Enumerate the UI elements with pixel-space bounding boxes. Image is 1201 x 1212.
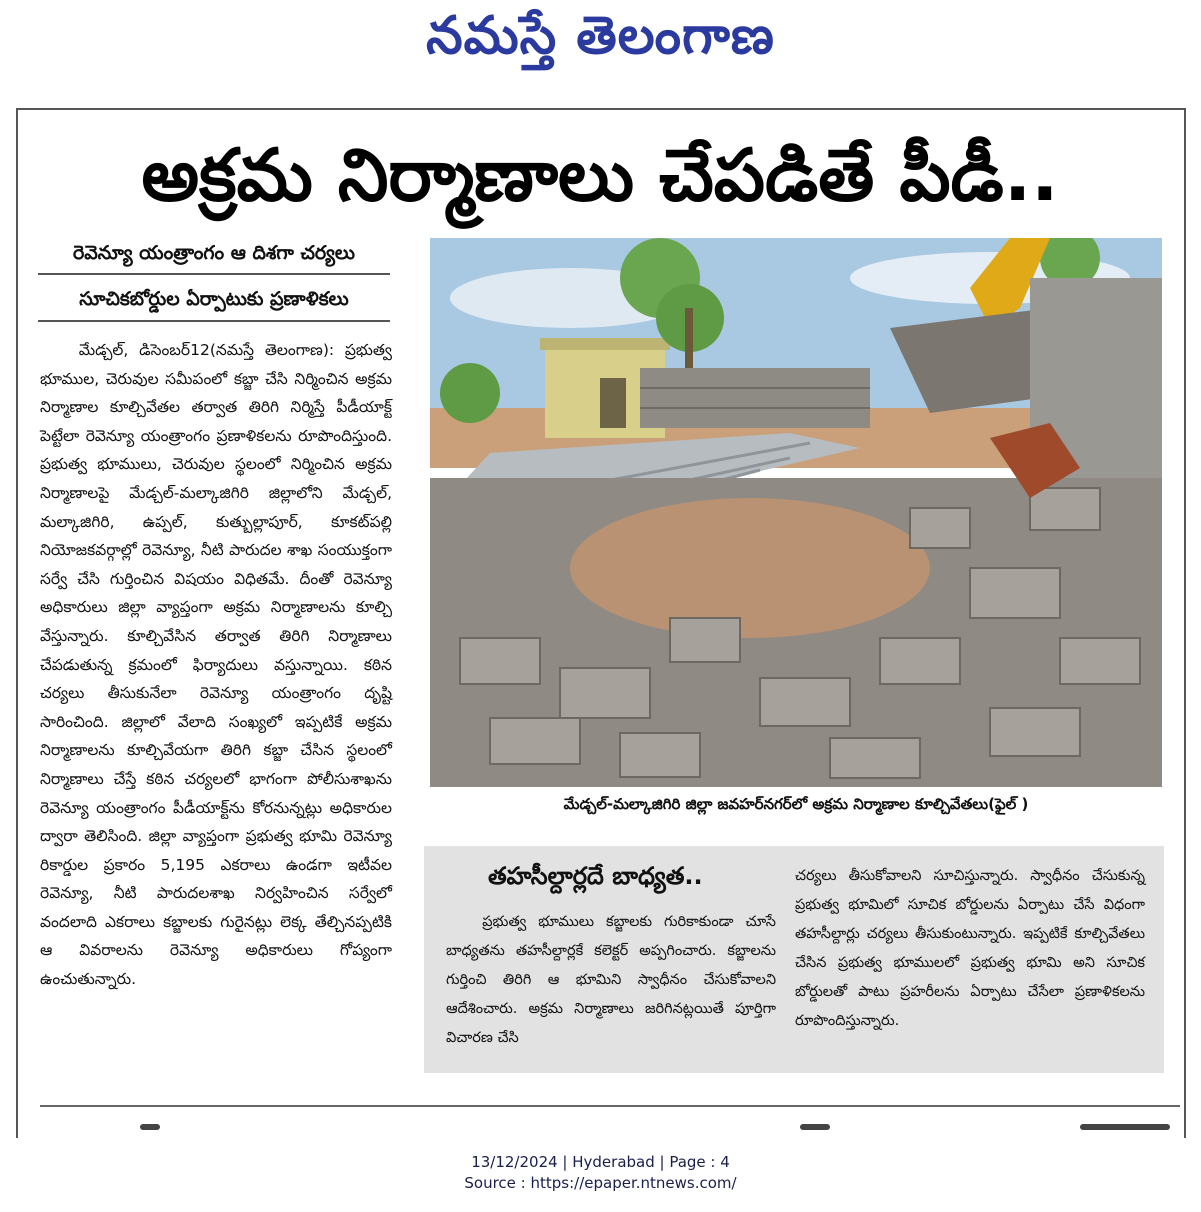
subhead-1: రెవెన్యూ యంత్రాంగం ఆ దిశగా చర్యలు bbox=[73, 242, 355, 264]
footer-source-link[interactable]: Source : https://epaper.ntnews.com/ bbox=[464, 1174, 737, 1192]
sidebar-box-left-column bbox=[446, 908, 776, 1053]
sidebar-box-right-text: చర్యలు తీసుకోవాలని సూచిస్తున్నారు. స్వాధీనం చేసుకున్న ప్రభుత్వ భూమిలో సూచిక బోర్డులను ఏర్పాటు చేసే విధంగా తహసీల్దార్లు చర్యలు తీసుకుంటున్నారు. ఇప్పటికే కూల్చివేతలు చేసిన ప్రభుత్వ భూములలో ప్రభుత్వ భూమి అని సూచిక బోర్డులతో పాటు ప్రహరీలను ఏర్పాటు చేసేలా ప్రణాళికలను రూపొందిస్తున్నారు. bbox=[795, 868, 1145, 1029]
sidebar-box-title: తహసీల్దార్లదే బాధ్యత.. bbox=[488, 862, 703, 890]
sidebar-box-left-text: ప్రభుత్వ భూములు కబ్జాలకు గురికాకుండా చూసే బాధ్యతను తహసీల్దార్లకే కలెక్టర్ అప్పగించారు. కబ్జాలను గుర్తించి తిరిగి ఆ భూమిని స్వాధీనం చేసుకోవాలని ఆదేశించారు. అక్రమ నిర్మాణాలు జరిగినట్లయితే పూర్తిగా విచారణ చేసి bbox=[446, 914, 776, 1046]
article-body bbox=[40, 336, 392, 994]
cut-off-next-article bbox=[1080, 1124, 1170, 1130]
photo-wall bbox=[640, 368, 870, 428]
headline: అక్రమ నిర్మాణాలు చేపడితే పీడీ.. bbox=[141, 133, 1059, 217]
photo-tree bbox=[440, 363, 500, 423]
photo-house-roof bbox=[540, 338, 670, 350]
subhead-divider-1 bbox=[38, 273, 390, 275]
demolition-photo bbox=[430, 238, 1162, 787]
footer bbox=[0, 1152, 1201, 1194]
footer-date-edition-page: 13/12/2024 | Hyderabad | Page : 4 bbox=[471, 1153, 730, 1171]
photo-soil-mound bbox=[570, 498, 930, 638]
photo-doorway bbox=[600, 378, 626, 428]
cut-off-next-article bbox=[800, 1124, 830, 1130]
subhead-2: సూచికబోర్డుల ఏర్పాటుకు ప్రణాళికలు bbox=[79, 288, 349, 310]
article-body-text: మేడ్చల్, డిసెంబర్12(నమస్తే తెలంగాణ): ప్రభుత్వ భూముల, చెరువుల సమీపంలో కబ్జా చేసి నిర్మించిన అక్రమ నిర్మాణాల కూల్చివేతల తర్వాత తిరిగి నిర్మిస్తే పీడీయాక్ట్ పెట్టేలా రెవెన్యూ యంత్రాంగం ప్రణాళికలను రూపొందిస్తుంది. ప్రభుత్వ భూములు, చెరువుల స్థలంలో నిర్మించిన అక్రమ నిర్మాణాలపై మేడ్చల్-మల్కాజిగిరి జిల్లాలోని మేడ్చల్, మల్కాజిగిరి, ఉప్పల్, కుత్బుల్లాపూర్, కూకట్‌పల్లి నియోజకవర్గాల్లో రెవెన్యూ, నీటి పారుదల శాఖ సంయుక్తంగా సర్వే చేసి గుర్తించిన విషయం విధితమే. దీంతో రెవెన్యూ అధికారులు జిల్లా వ్యాప్తంగా అక్రమ నిర్మాణాలను కూల్చి వేస్తున్నారు. కూల్చివేసిన తర్వాత తిరిగి నిర్మాణాలు చేపడుతున్న క్రమంలో ఫిర్యాదులు వస్తున్నాయి. కఠిన చర్యలు తీసుకునేలా రెవెన్యూ యంత్రాంగం దృష్టి సారించింది. జిల్లాలో వేలాది సంఖ్యలో ఇప్పటికే అక్రమ నిర్మాణాలను కూల్చివేయగా తిరిగి కబ్జా చేసిన స్థలంలో నిర్మాణాలు చేస్తే కఠిన చర్యలలో భాగంగా పోలీసుశాఖను రెవెన్యూ యంత్రాంగం పీడీయాక్ట్‌ను కోరనున్నట్లు అధికారుల ద్వారా తెలిసింది. జిల్లా వ్యాప్తంగా ప్రభుత్వ భూమి రెవెన్యూ రికార్డుల ప్రకారం 5,195 ఎకరాలు ఉండగా ఇటీవల రెవెన్యూ, నీటి పారుదలశాఖ నిర్వహించిన సర్వేలో వందలాది ఎకరాలు కబ్జాలకు గురైనట్లు లెక్క తేల్చినప్పటికి ఆ వివరాలను రెవెన్యూ అధికారులు గోప్యంగా ఉంచుతున్నారు. bbox=[40, 341, 392, 989]
bottom-rule bbox=[40, 1105, 1180, 1107]
top-rule bbox=[16, 108, 1186, 110]
cut-off-next-article bbox=[140, 1124, 160, 1130]
photo-caption: మేడ్చల్-మల్కాజిగిరి జిల్లా జవహర్‌నగర్‌లో అక్రమ నిర్మాణాల కూల్చివేతలు(ఫైల్ ) bbox=[563, 795, 1029, 813]
sidebar-box-right-column bbox=[795, 862, 1145, 1036]
left-margin-rule bbox=[16, 108, 18, 1138]
subhead-divider-2 bbox=[38, 320, 390, 322]
right-margin-rule bbox=[1184, 108, 1186, 1138]
masthead-title: నమస్తే తెలంగాణ bbox=[426, 6, 775, 66]
